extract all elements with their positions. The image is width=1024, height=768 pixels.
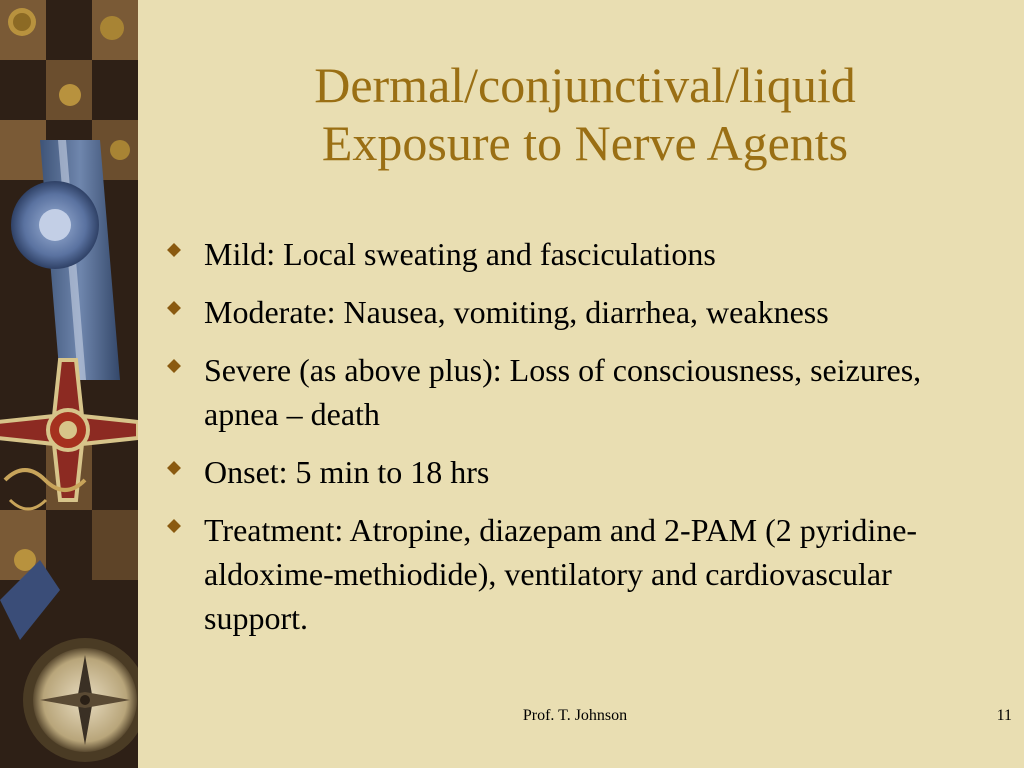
bullet-item <box>160 450 1000 494</box>
slide-title-line-1: Dermal/conjunctival/liquid <box>314 57 856 113</box>
bullet-text: Severe (as above plus): Loss of consciousness, seizures, apnea – death <box>204 352 922 432</box>
bullet-item <box>160 508 1000 640</box>
bullet-item <box>160 348 1000 436</box>
bullet-text: Treatment: Atropine, diazepam and 2-PAM (2 pyridine-aldoxime-methiodide), ventilatory and cardiovascular support. <box>204 512 918 636</box>
diamond-bullet-icon <box>167 243 181 257</box>
slide-title <box>150 56 1020 172</box>
bullet-text: Moderate: Nausea, vomiting, diarrhea, weakness <box>204 294 829 330</box>
diamond-bullet-icon <box>167 301 181 315</box>
bullet-list <box>160 232 1000 654</box>
diamond-bullet-icon <box>167 519 181 533</box>
bullet-text: Mild: Local sweating and fasciculations <box>204 236 716 272</box>
diamond-bullet-icon <box>167 461 181 475</box>
diamond-bullet-icon <box>167 359 181 373</box>
medals-illustration <box>0 0 138 768</box>
slide-page-number: 11 <box>996 707 1012 724</box>
slide-title-line-2: Exposure to Nerve Agents <box>321 115 849 171</box>
decorative-medals-image <box>0 0 138 768</box>
bullet-text: Onset: 5 min to 18 hrs <box>204 454 490 490</box>
footer-author: Prof. T. Johnson <box>522 707 628 724</box>
bullet-item <box>160 232 1000 276</box>
bullet-item <box>160 290 1000 334</box>
